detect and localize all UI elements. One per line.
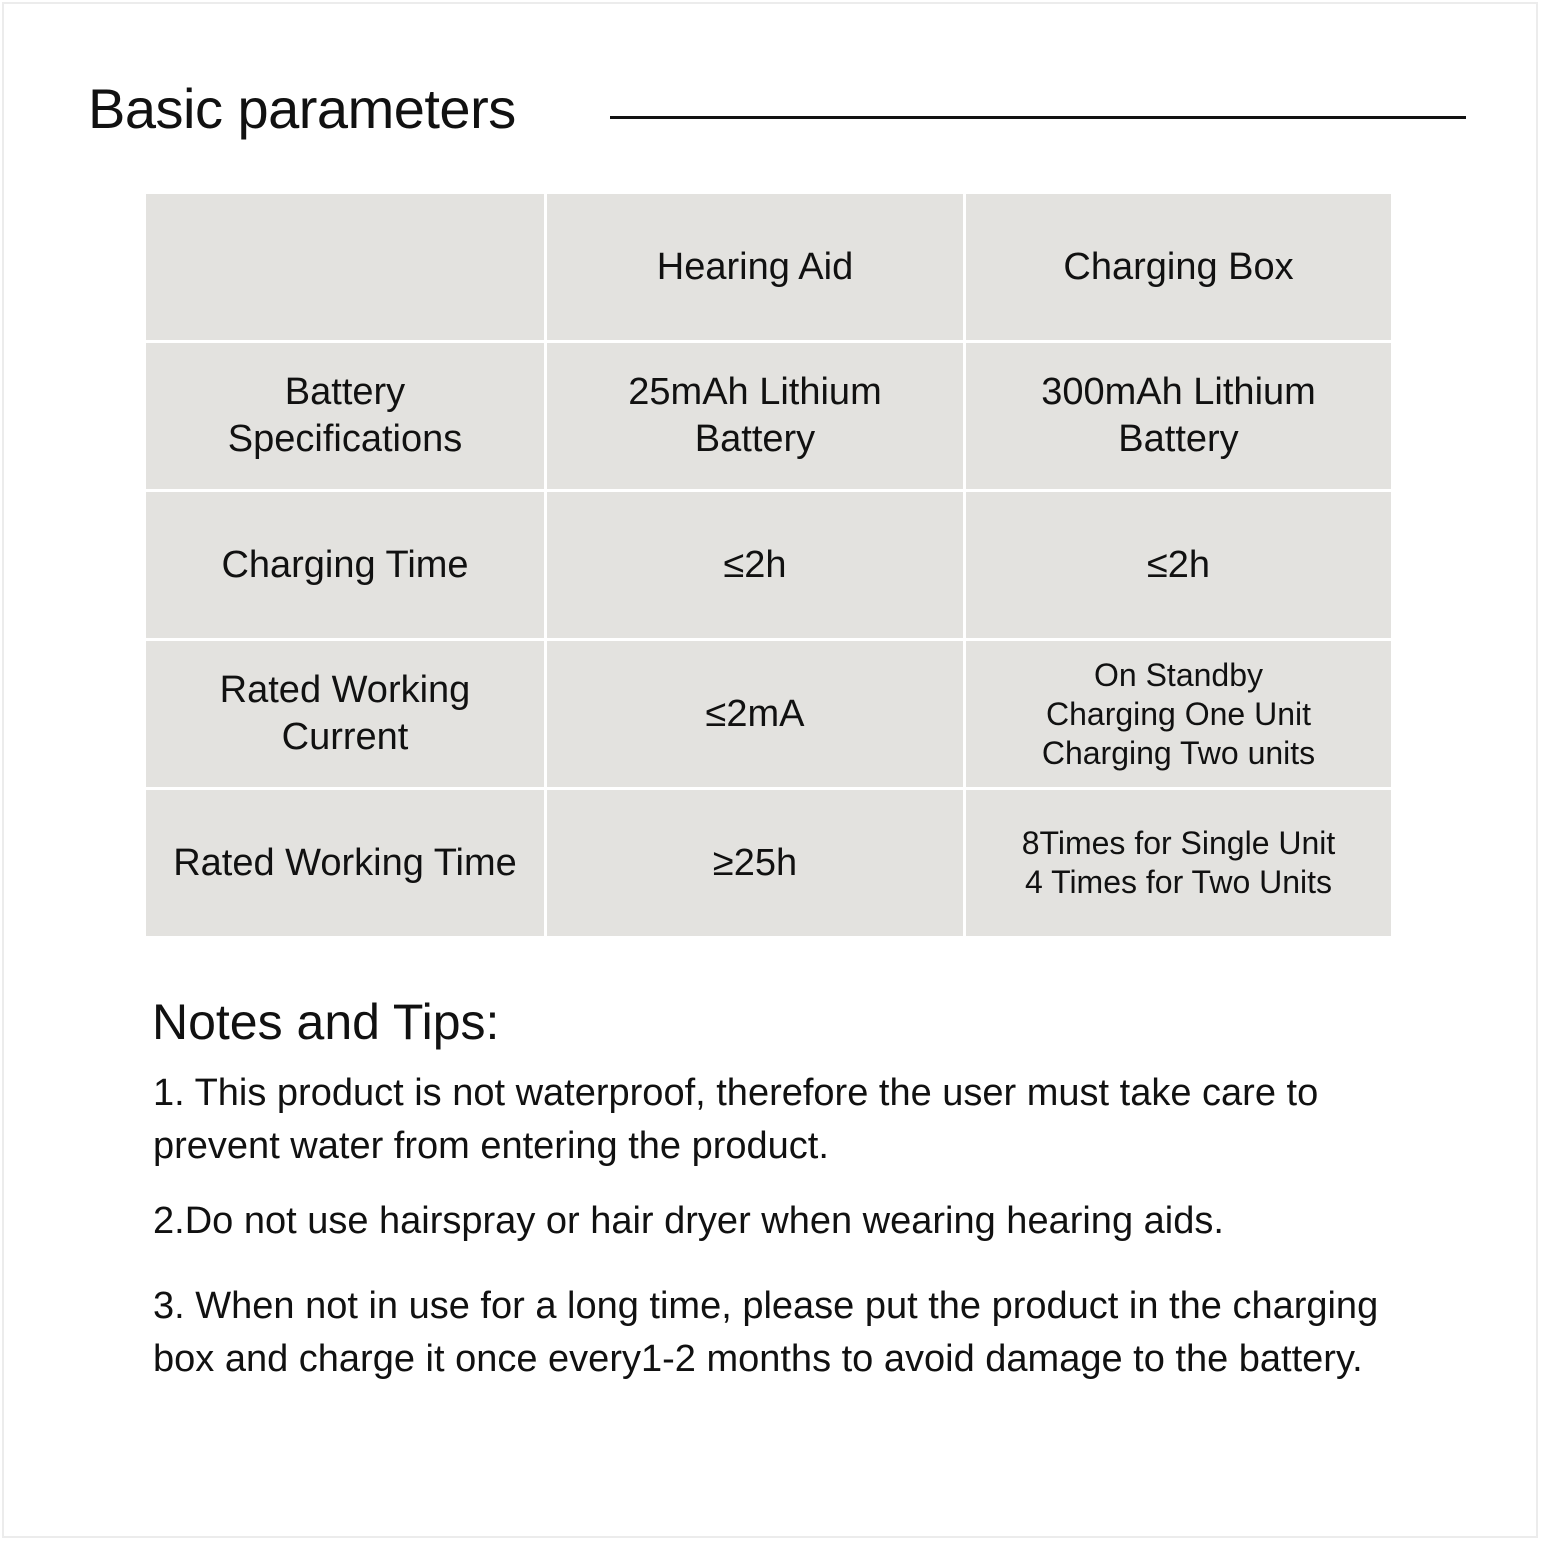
cell-line: Battery (284, 371, 406, 413)
cell-line: Current (281, 716, 409, 758)
note-item: 3. When not in use for a long time, please put the product in the charging box and charge it once every1-2 months to avoid damage to the battery. (153, 1285, 1379, 1380)
note-item: 2.Do not use hairspray or hair dryer when wearing hearing aids. (153, 1200, 1224, 1242)
cell-line: Charging Two units (1041, 734, 1316, 771)
cell-charging-box-working-time (966, 790, 1391, 936)
table-row (146, 492, 1391, 638)
cell-charging-box-battery (966, 343, 1391, 489)
cell-line: Rated Working (219, 669, 471, 711)
cell-line: 4 Times for Two Units (1024, 864, 1333, 900)
cell-hearing-aid-battery (547, 343, 963, 489)
row-label-rated-working-current (146, 641, 544, 787)
cell-hearing-aid-working-time: ≥25h (547, 790, 963, 936)
table-header-hearing-aid: Hearing Aid (547, 194, 963, 340)
cell-line: Battery (694, 418, 816, 460)
cell-line: Battery (1118, 418, 1239, 460)
cell-hearing-aid-charging-time: ≤2h (547, 492, 963, 638)
cell-line: 300mAh Lithium (1041, 371, 1316, 413)
note-item: 1. This product is not waterproof, therefore the user must take care to prevent water from entering the product. (153, 1072, 1319, 1167)
cell-line: Specifications (227, 418, 463, 460)
title-divider (610, 116, 1466, 119)
cell-line: 8Times for Single Unit (1021, 825, 1336, 861)
table-row (146, 343, 1391, 489)
cell-charging-box-current (966, 641, 1391, 787)
cell-line: 25mAh Lithium (628, 371, 882, 413)
table-header-row (146, 194, 1391, 340)
table-row (146, 641, 1391, 787)
page-title: Basic parameters (88, 77, 516, 140)
cell-line: On Standby (1094, 656, 1263, 693)
cell-line: Charging One Unit (1045, 695, 1312, 732)
table-row (146, 790, 1391, 936)
parameters-table (143, 191, 1394, 939)
row-label-battery-specifications (146, 343, 544, 489)
notes-title: Notes and Tips: (152, 994, 500, 1050)
row-label-rated-working-time: Rated Working Time (146, 790, 544, 936)
cell-hearing-aid-current: ≤2mA (547, 641, 963, 787)
row-label-charging-time: Charging Time (146, 492, 544, 638)
table-header-cell-empty (146, 194, 544, 340)
cell-charging-box-charging-time: ≤2h (966, 492, 1391, 638)
table-header-charging-box: Charging Box (966, 194, 1391, 340)
